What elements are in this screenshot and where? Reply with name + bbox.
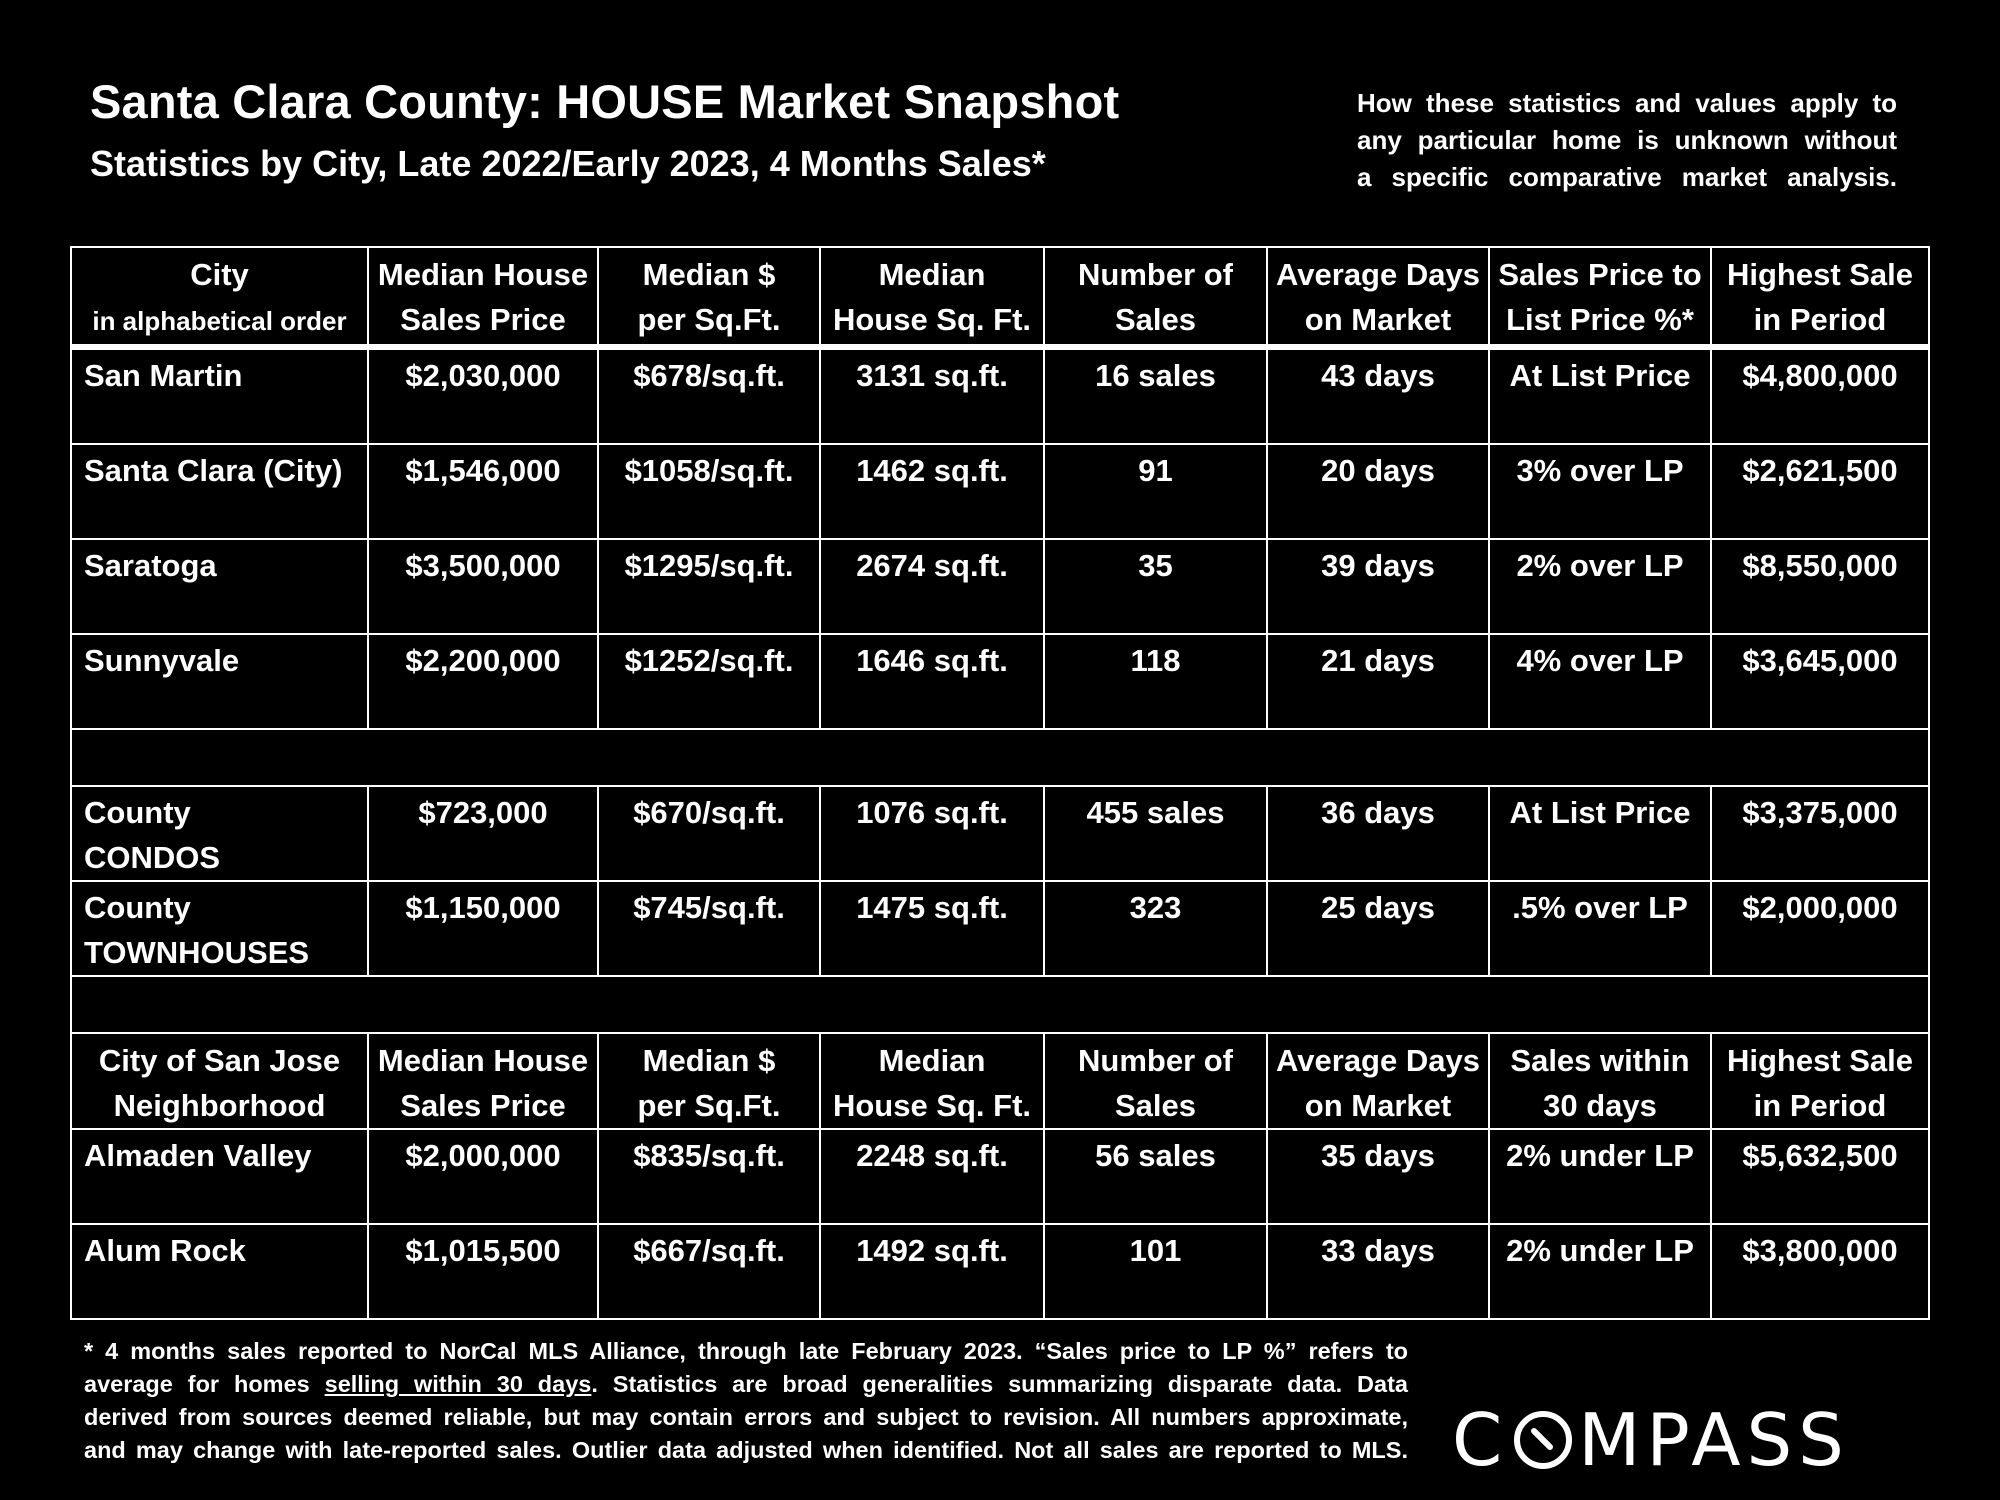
page-subtitle: Statistics by City, Late 2022/Early 2023, 4 Months Sales* xyxy=(90,143,1046,184)
table-cell: At List Price xyxy=(1489,786,1711,881)
table-cell: 39 days xyxy=(1267,539,1489,634)
city-cell: Saratoga xyxy=(71,539,368,634)
page-title: Santa Clara County: HOUSE Market Snapshot xyxy=(90,75,1120,128)
footnote-line: average for homes selling within 30 days. Statistics are broad generalities summarizing disparate data. Data xyxy=(84,1371,1408,1397)
header-highest-sale: Highest Sale in Period xyxy=(1711,247,1929,347)
header-highest-sale: Highest Sale in Period xyxy=(1711,1033,1929,1129)
header-sales-within-30: Sales within 30 days xyxy=(1489,1033,1711,1129)
table-row xyxy=(71,1224,1929,1319)
header-median-price: Median House Sales Price xyxy=(368,1033,598,1129)
table-cell: $1295/sq.ft. xyxy=(598,539,820,634)
compass-o-icon xyxy=(1512,1409,1574,1471)
table-cell: $723,000 xyxy=(368,786,598,881)
table-cell: $3,800,000 xyxy=(1711,1224,1929,1319)
header-number-sales: Number of Sales xyxy=(1044,1033,1267,1129)
table-cell: 91 xyxy=(1044,444,1267,539)
table-cell: $1,015,500 xyxy=(368,1224,598,1319)
disclaimer xyxy=(1357,85,1897,196)
table-cell: 3131 sq.ft. xyxy=(820,347,1044,444)
table-cell: 35 xyxy=(1044,539,1267,634)
table-cell: 20 days xyxy=(1267,444,1489,539)
table-spacer-row xyxy=(71,976,1929,1033)
table-cell: 25 days xyxy=(1267,881,1489,976)
header-sales-to-list: Sales Price to List Price %* xyxy=(1489,247,1711,347)
table-cell: 3% over LP xyxy=(1489,444,1711,539)
header-median-price: Median House Sales Price xyxy=(368,247,598,347)
header-city: City in alphabetical order xyxy=(71,247,368,347)
table-cell: $8,550,000 xyxy=(1711,539,1929,634)
table-cell: $745/sq.ft. xyxy=(598,881,820,976)
table-cell: 1475 sq.ft. xyxy=(820,881,1044,976)
header-median-sqft: Median House Sq. Ft. xyxy=(820,1033,1044,1129)
table-cell: $4,800,000 xyxy=(1711,347,1929,444)
header-neighborhood: City of San Jose Neighborhood xyxy=(71,1033,368,1129)
table-row xyxy=(71,634,1929,729)
table-cell: At List Price xyxy=(1489,347,1711,444)
table-cell: $2,200,000 xyxy=(368,634,598,729)
table-cell: 35 days xyxy=(1267,1129,1489,1224)
table-header-row xyxy=(71,247,1929,347)
table-cell: 1076 sq.ft. xyxy=(820,786,1044,881)
table-cell: $667/sq.ft. xyxy=(598,1224,820,1319)
disclaimer-line: a specific comparative market analysis. xyxy=(1357,162,1897,192)
table-cell: $1252/sq.ft. xyxy=(598,634,820,729)
table-cell: $2,000,000 xyxy=(368,1129,598,1224)
header-number-sales: Number of Sales xyxy=(1044,247,1267,347)
table-row xyxy=(71,881,1929,976)
compass-logo: C MPASS xyxy=(1452,1398,1850,1482)
header-days-on-market: Average Days on Market xyxy=(1267,1033,1489,1129)
table-cell: 4% over LP xyxy=(1489,634,1711,729)
table-cell: 56 sales xyxy=(1044,1129,1267,1224)
table-cell: 2674 sq.ft. xyxy=(820,539,1044,634)
city-cell: County CONDOS xyxy=(71,786,368,881)
footnote xyxy=(84,1335,1408,1467)
table-row xyxy=(71,1129,1929,1224)
header-days-on-market: Average Days on Market xyxy=(1267,247,1489,347)
table-cell: $670/sq.ft. xyxy=(598,786,820,881)
table-cell: 33 days xyxy=(1267,1224,1489,1319)
city-cell: San Martin xyxy=(71,347,368,444)
table-cell: 101 xyxy=(1044,1224,1267,1319)
city-cell: Sunnyvale xyxy=(71,634,368,729)
table-cell: 2% over LP xyxy=(1489,539,1711,634)
table-cell: $678/sq.ft. xyxy=(598,347,820,444)
table-cell: $3,500,000 xyxy=(368,539,598,634)
header-median-ppsf: Median $ per Sq.Ft. xyxy=(598,247,820,347)
table-cell: .5% over LP xyxy=(1489,881,1711,976)
city-cell: Santa Clara (City) xyxy=(71,444,368,539)
table-cell: 2% under LP xyxy=(1489,1129,1711,1224)
table-cell: $1,150,000 xyxy=(368,881,598,976)
table-row xyxy=(71,444,1929,539)
table-cell: $1,546,000 xyxy=(368,444,598,539)
table-cell: 36 days xyxy=(1267,786,1489,881)
table-cell: $5,632,500 xyxy=(1711,1129,1929,1224)
table-cell: 2248 sq.ft. xyxy=(820,1129,1044,1224)
table-cell: 323 xyxy=(1044,881,1267,976)
table-row xyxy=(71,539,1929,634)
table-cell: 1646 sq.ft. xyxy=(820,634,1044,729)
table-cell: 1462 sq.ft. xyxy=(820,444,1044,539)
city-cell: County TOWNHOUSES xyxy=(71,881,368,976)
city-cell: Alum Rock xyxy=(71,1224,368,1319)
footnote-line: and may change with late-reported sales. Outlier data adjusted when identified. Not all sales are reported to MLS. xyxy=(84,1437,1408,1463)
table-cell: $3,375,000 xyxy=(1711,786,1929,881)
table-cell: 16 sales xyxy=(1044,347,1267,444)
city-cell: Almaden Valley xyxy=(71,1129,368,1224)
table-row xyxy=(71,786,1929,881)
table-cell: $2,030,000 xyxy=(368,347,598,444)
table-cell: 2% under LP xyxy=(1489,1224,1711,1319)
table-cell: $3,645,000 xyxy=(1711,634,1929,729)
underlined-text: selling within 30 days xyxy=(324,1371,592,1397)
table-cell: 455 sales xyxy=(1044,786,1267,881)
table-cell: 1492 sq.ft. xyxy=(820,1224,1044,1319)
table-row xyxy=(71,347,1929,444)
disclaimer-line: How these statistics and values apply to xyxy=(1357,88,1897,118)
table-cell: 21 days xyxy=(1267,634,1489,729)
footnote-line: derived from sources deemed reliable, but may contain errors and subject to revision. All numbers approximate, xyxy=(84,1404,1408,1430)
sj-header-row xyxy=(71,1033,1929,1129)
table-cell: $1058/sq.ft. xyxy=(598,444,820,539)
table-cell: $835/sq.ft. xyxy=(598,1129,820,1224)
table-cell: 43 days xyxy=(1267,347,1489,444)
table-cell: $2,000,000 xyxy=(1711,881,1929,976)
table-cell: 118 xyxy=(1044,634,1267,729)
header-median-ppsf: Median $ per Sq.Ft. xyxy=(598,1033,820,1129)
market-stats-table xyxy=(70,246,1930,1320)
table-cell: $2,621,500 xyxy=(1711,444,1929,539)
footnote-line: * 4 months sales reported to NorCal MLS Alliance, through late February 2023. “Sales price to LP %” refers to xyxy=(84,1338,1408,1364)
header-median-sqft: Median House Sq. Ft. xyxy=(820,247,1044,347)
disclaimer-line: any particular home is unknown without xyxy=(1357,125,1897,155)
table-spacer-row xyxy=(71,729,1929,786)
